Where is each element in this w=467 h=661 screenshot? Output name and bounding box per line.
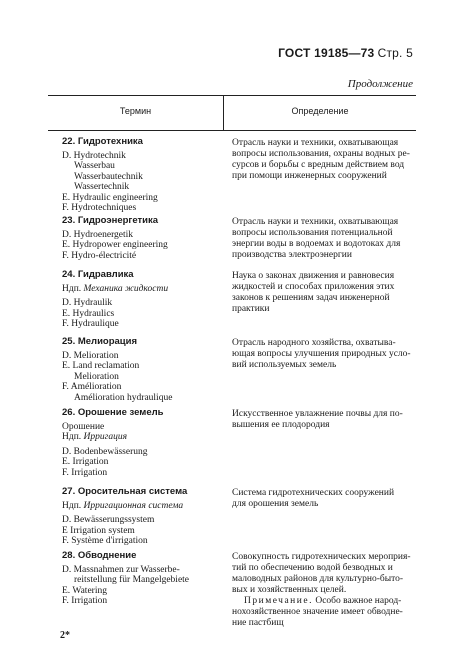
ndp-term: Механика жидкости: [83, 283, 169, 294]
term-block: [62, 487, 187, 547]
term-line: E. Irrigation: [62, 457, 109, 467]
term-line: E. Hydropower engineering: [62, 240, 168, 250]
term-line: E. Hydraulics: [62, 308, 115, 319]
ndp-line: [62, 501, 187, 512]
term-line: F. Irrigation: [62, 596, 108, 606]
term-line: D. Massnahmen zur Wasserbe-: [62, 564, 180, 575]
definition-line: тий по обеспечению водой безводных и: [232, 563, 393, 573]
definition-line: Отрасль народного хозяйства, охватыва-: [232, 338, 396, 348]
definition-line: Искусственное увлажнение почвы для по-: [232, 409, 403, 419]
term-heading: 24. Гидравлика: [62, 269, 134, 280]
definition-line: производства электроэнергии: [232, 250, 352, 260]
definition-line: вий используемых земель: [232, 360, 337, 370]
definition-line: Отрасль науки и техники, охватывающая: [232, 138, 399, 148]
note-text: Особо важное народ-: [315, 596, 402, 606]
note-line: ние пастбищ: [232, 618, 284, 628]
page-header: [278, 46, 413, 61]
definition-line: маловодных районов для культурно-быто-: [232, 574, 404, 584]
term-heading: 23. Гидроэнергетика: [62, 215, 159, 226]
note-label: Примечание.: [244, 596, 313, 606]
term-line: D. Bewässerungssystem: [62, 515, 155, 525]
definition-text: [232, 138, 418, 182]
definition-line: вопросы использования потенциальной: [232, 228, 393, 238]
term-block: [62, 270, 168, 330]
definition-column-header: Определение: [291, 106, 349, 116]
term-line: F. Hydro-électricité: [62, 250, 137, 261]
definition-line: Совокупность гидротехнических мероприя-: [232, 552, 411, 562]
term-block: [62, 408, 164, 478]
term-line: Amélioration hydraulique: [74, 392, 173, 403]
continuation-label: Продолжение: [347, 78, 413, 90]
term-heading: 22. Гидротехника: [62, 136, 143, 147]
definition-text: [232, 552, 418, 629]
page-footer-mark: 2*: [60, 630, 70, 641]
ndp-line: [62, 432, 164, 443]
term-line: F. Hydrotechniques: [62, 203, 137, 213]
term-column-header: Термин: [119, 106, 152, 116]
definition-line: для орошения земель: [232, 499, 319, 509]
term-line: D. Melioration: [62, 350, 119, 361]
definition-text: [232, 488, 418, 510]
definition-line: практики: [232, 304, 270, 314]
definition-line: законов к решениям задач инженерной: [232, 293, 390, 303]
table-header: [48, 95, 416, 131]
ndp-prefix: Ндп.: [62, 500, 82, 511]
term-line: D. Hydrotechnik: [62, 150, 126, 161]
note-line: нохозяйственное значение имеет обводне-: [232, 607, 403, 617]
term-block: [62, 137, 158, 214]
ndp-prefix: Ндп.: [62, 432, 82, 442]
ndp-prefix: Ндп.: [62, 283, 82, 294]
term-heading: 28. Обводнение: [62, 550, 137, 561]
term-line: F. Amélioration: [62, 382, 122, 392]
term-block: [62, 551, 189, 607]
definition-text: [232, 271, 418, 315]
term-line: F. Système d'irrigation: [62, 536, 148, 546]
definition-line: Система гидротехнических сооружений: [232, 488, 395, 498]
term-line: E. Watering: [62, 585, 107, 596]
term-line: Wassertechnik: [74, 182, 130, 192]
ndp-line: [62, 284, 168, 295]
definition-text: [232, 338, 418, 371]
term-heading: 25. Мелиорация: [62, 336, 138, 347]
definition-line: энергии воды в водоемах и водотоках для: [232, 239, 401, 249]
definition-line: вышения ее плодородия: [232, 420, 330, 430]
term-line: reitstellung für Mangelgebiete: [74, 575, 190, 585]
definition-line: ющая вопросы улучшения природных усло-: [232, 349, 411, 359]
term-line: D. Hydraulik: [62, 298, 113, 308]
definition-line: при помощи инженерных сооружений: [232, 171, 387, 181]
term-heading: 26. Орошение земель: [62, 407, 164, 418]
term-heading: 27. Оросительная система: [62, 486, 188, 497]
term-line: E. Land reclamation: [62, 361, 140, 371]
definition-line: вых и хозяйственных целей.: [232, 585, 347, 595]
definition-line: Отрасль науки и техники, охватывающая: [232, 217, 399, 227]
definition-line: сурсов и борьбы с вредным действием вод: [232, 160, 405, 170]
term-line: F. Hydraulique: [62, 319, 119, 329]
note-line: [232, 596, 418, 607]
synonym-line: Орошение: [62, 421, 105, 432]
definition-text: [232, 217, 418, 261]
definition-line: жидкостей и способах приложения этих: [232, 282, 395, 292]
term-line: D. Bodenbewässerung: [62, 446, 148, 457]
page-number: Стр. 5: [377, 46, 413, 60]
ndp-term: Ирригация: [83, 432, 128, 442]
term-line: F. Irrigation: [62, 467, 108, 478]
standard-number: ГОСТ 19185—73: [278, 46, 375, 60]
term-block: [62, 337, 172, 403]
term-line: E Irrigation system: [62, 525, 135, 536]
term-line: Wasserbau: [74, 161, 115, 171]
definition-text: [232, 409, 418, 431]
term-line: E. Hydraulic engineering: [62, 192, 158, 203]
term-block: [62, 216, 168, 261]
ndp-term: Ирригационная система: [83, 500, 184, 511]
term-line: Melioration: [74, 371, 119, 382]
definition-line: вопросы использования, охраны водных ре-: [232, 149, 410, 159]
definition-line: Наука о законах движения и равновесия: [232, 271, 395, 281]
term-line: D. Hydroenergetik: [62, 229, 134, 240]
term-line: Wasserbautechnik: [74, 171, 143, 182]
